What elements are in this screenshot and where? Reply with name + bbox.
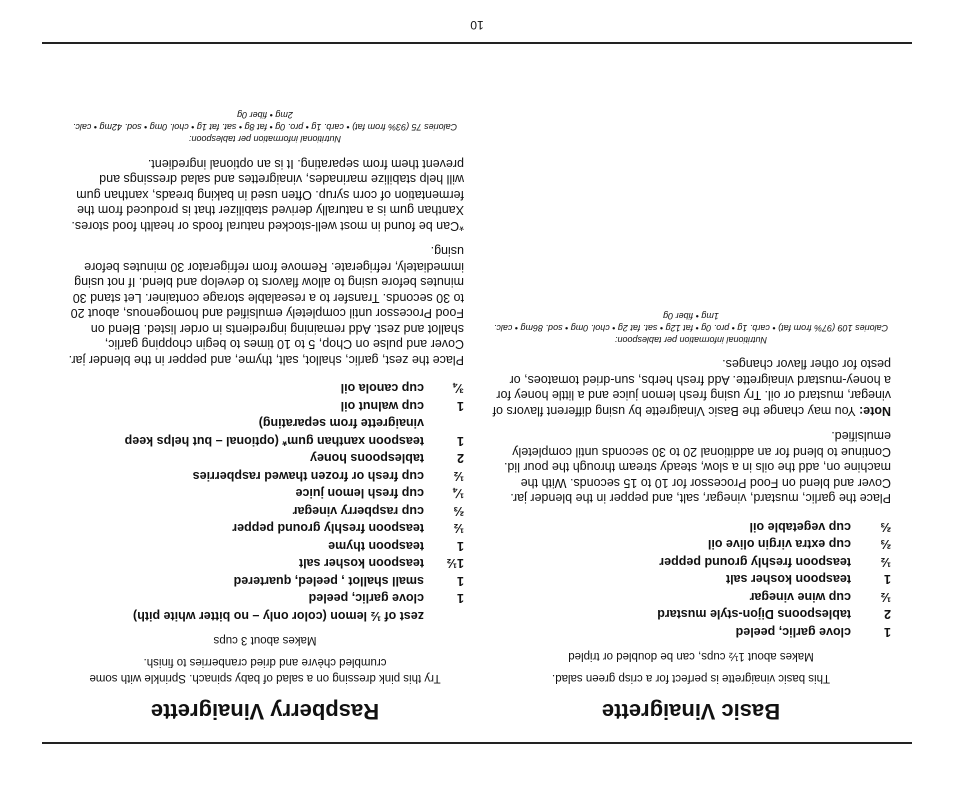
recipe-intro: This basic vinaigrette is perfect for a crisp green salad. xyxy=(551,672,831,684)
page-number: 10 xyxy=(470,18,484,32)
ingredient-qty: 1 xyxy=(457,591,464,606)
ingredient-row xyxy=(66,467,464,485)
ingredient-text: small shallot , peeled, quartered xyxy=(233,574,424,588)
ingredient-row xyxy=(491,553,891,571)
ingredient-qty: ½ xyxy=(453,521,464,536)
ingredient-row xyxy=(66,397,464,415)
ingredient-qty: 1½ xyxy=(446,556,464,571)
nutrition-info xyxy=(66,110,464,146)
ingredient-qty: ½ xyxy=(880,590,891,604)
ingredient-qty: ⅔ xyxy=(453,504,464,518)
ingredient-row xyxy=(66,502,464,520)
ingredient-qty: ½ xyxy=(880,555,891,569)
recipe-footnote: *Can be found in most well-stocked natural foods or health food stores. Xanthan gum is a naturally derived stabilizer that is produced from the fermentation of corn syrup. Often used in baking breads, xanthan gum will help stabilize marinades, vinaigrettes and salad dressings and prevent them from separating. It is an optional ingredient. xyxy=(71,157,464,233)
ingredient-text: cup raspberry vinegar xyxy=(292,504,424,518)
top-rule xyxy=(42,742,912,744)
ingredient-qty: 1 xyxy=(457,399,464,413)
ingredient-text: zest of ½ lemon (color only – no bitter white pith) xyxy=(133,609,424,623)
ingredient-qty: 1 xyxy=(457,574,464,588)
nutrition-info xyxy=(491,310,891,346)
raspberry-vinaigrette-recipe xyxy=(66,110,464,725)
ingredient-row xyxy=(66,449,464,467)
ingredient-qty: ⅔ xyxy=(880,537,891,552)
recipe-yield: Makes about 3 cups xyxy=(213,634,317,646)
ingredient-qty xyxy=(424,607,464,625)
ingredient-qty: ½ xyxy=(453,469,464,483)
ingredient-qty: ⅔ xyxy=(880,520,891,534)
ingredient-row xyxy=(66,589,464,607)
ingredient-text: clove garlic, peeled xyxy=(308,591,424,606)
ingredient-row xyxy=(66,414,464,449)
ingredient-list xyxy=(491,518,891,641)
ingredient-text: teaspoon freshly ground pepper xyxy=(232,521,424,536)
ingredient-row xyxy=(66,519,464,537)
ingredient-row xyxy=(491,570,891,588)
nutrition-values: Calories 109 (97% from fat) • carb. 1g • pro. 0g • fat 12g • sat. fat 2g • chol. 0mg • sod. 86mg • calc. 1mg • fiber 0g xyxy=(493,311,889,333)
ingredient-text: cup fresh or frozen thawed raspberries xyxy=(192,469,424,483)
ingredient-qty: 1 xyxy=(884,572,891,587)
nutrition-heading: Nutritional information per tablespoon: xyxy=(614,335,768,345)
ingredient-text: teaspoon freshly ground pepper xyxy=(659,555,851,569)
ingredient-text: tablespoons Dijon-style mustard xyxy=(657,607,851,622)
ingredient-qty: ¼ xyxy=(453,486,464,501)
ingredient-text: teaspoon kosher salt xyxy=(725,572,851,587)
ingredient-text: teaspoon xanthan gum* (optional – but helps keep vinaigrette from separating) xyxy=(124,416,424,448)
recipe-yield: Makes about 1½ cups, can be doubled or tripled xyxy=(568,650,814,662)
ingredient-text: cup canola oil xyxy=(340,381,424,396)
ingredient-text: tablespoons honey xyxy=(310,451,424,466)
ingredient-qty: 1 xyxy=(457,434,464,448)
ingredient-text: cup walnut oil xyxy=(340,399,424,413)
ingredient-text: teaspoon kosher salt xyxy=(298,556,424,571)
recipe-directions: Place the zest, garlic, shallot, salt, thyme, and pepper in the blender jar. Cover and pulse on Chop, 5 to 10 times to begin chopping garlic, shallot and zest. Add remaining ingredients in order listed. Blend on Food Processor until completely emulsified and homogenous, about 20 to 30 seconds. Transfer to a resealable storage container. Let stand 30 minutes before using to allow flavors to develop and blend. If not using immediately, refrigerate. Remove from refrigerator 30 minutes before using. xyxy=(68,244,464,367)
recipe-title: Raspberry Vinaigrette xyxy=(150,699,380,724)
ingredient-qty: 2 xyxy=(457,451,464,466)
note-text: You may change the Basic Vinaigrette by using different flavors of vinegar, mustard or oil. Try using fresh lemon juice and a little honey for a honey-mustard vinaigrette. Add fresh herbs, sun-dried tomatoes, or pesto for other flavor changes. xyxy=(492,357,891,418)
ingredient-row xyxy=(66,572,464,590)
ingredient-text: cup wine vinegar xyxy=(749,590,851,604)
ingredient-text: cup extra virgin olive oil xyxy=(707,537,851,552)
ingredient-text: cup vegetable oil xyxy=(749,520,851,534)
bottom-rule xyxy=(42,42,912,44)
ingredient-qty: 1 xyxy=(884,625,891,639)
ingredient-qty: 1 xyxy=(457,539,464,553)
ingredient-list xyxy=(66,379,464,624)
ingredient-row xyxy=(66,607,464,625)
ingredient-row xyxy=(66,554,464,572)
ingredient-row xyxy=(491,518,891,536)
note-label: Note: xyxy=(859,404,891,418)
ingredient-row xyxy=(66,484,464,502)
nutrition-heading: Nutritional information per tablespoon: xyxy=(188,134,342,145)
ingredient-row xyxy=(491,605,891,623)
ingredient-row xyxy=(491,588,891,606)
ingredient-text: clove garlic, peeled xyxy=(735,625,851,639)
ingredient-row xyxy=(491,535,891,553)
ingredient-row xyxy=(491,623,891,641)
recipe-intro: Try this pink dressing on a salad of baby spinach. Sprinkle with some crumbled chèvre and dried cranberries to finish. xyxy=(89,656,441,684)
ingredient-qty: ¾ xyxy=(453,381,464,396)
ingredient-row xyxy=(66,537,464,555)
nutrition-values: Calories 75 (93% from fat) • carb. 1g • pro. 0g • fat 8g • sat. fat 1g • chol. 0mg • sod. 42mg • calc. 2mg • fiber 0g xyxy=(72,110,458,133)
recipe-title: Basic Vinaigrette xyxy=(601,699,781,724)
ingredient-row xyxy=(66,379,464,397)
basic-vinaigrette-recipe xyxy=(491,310,891,724)
ingredient-text: teaspoon thyme xyxy=(328,539,424,553)
ingredient-qty: 2 xyxy=(884,607,891,622)
recipe-directions: Place the garlic, mustard, vinegar, salt, and pepper in the blender jar. Cover and blend on Food Processor for 10 to 15 seconds. With the machine on, add the oils in a slow, steady stream through the pour lid. Continue to blend for an additional 20 to 30 seconds until completely emulsified. xyxy=(503,429,891,506)
recipe-note xyxy=(491,356,891,418)
ingredient-text: cup fresh lemon juice xyxy=(295,486,424,501)
